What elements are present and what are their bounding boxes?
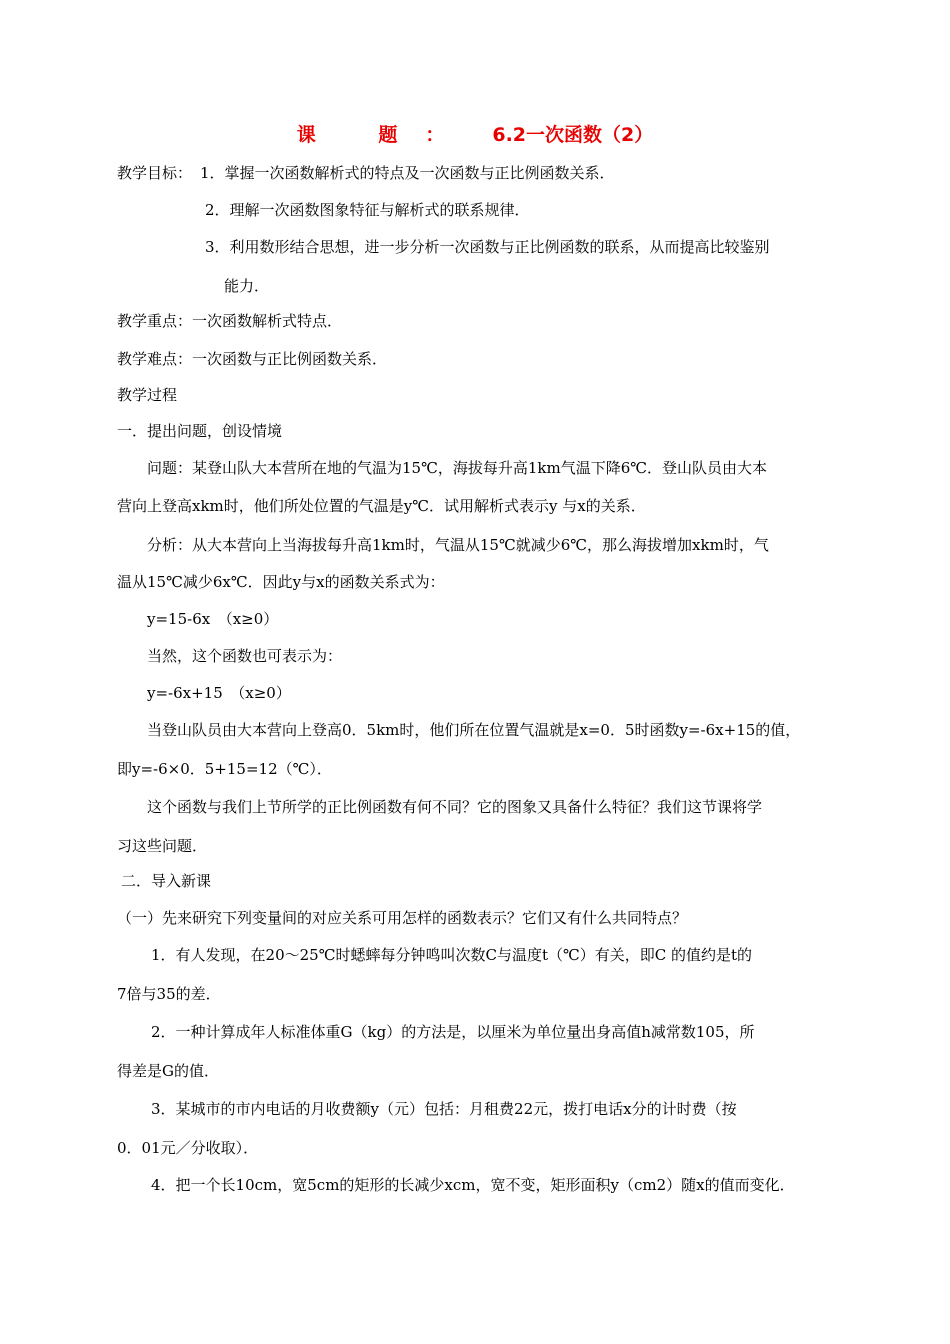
section2-line: 3．某城市的市内电话的月收费额y（元）包括：月租费22元，拨打电话x分的计时费（按 bbox=[151, 1100, 737, 1118]
title-text: 6.2一次函数（2） bbox=[492, 124, 654, 146]
objective-item-1: 1．掌握一次函数解析式的特点及一次函数与正比例函数关系． bbox=[200, 164, 615, 182]
section1-line: 当然，这个函数也可表示为： bbox=[147, 647, 343, 665]
lesson-title bbox=[0, 122, 950, 148]
section2-line: 得差是G的值． bbox=[117, 1062, 219, 1080]
objective-item-3-cont: 能力． bbox=[224, 277, 270, 295]
section2-intro: （一）先来研究下列变量间的对应关系可用怎样的函数表示？它们又有什么共同特点？ bbox=[117, 909, 688, 927]
objectives-heading: 教学目标： bbox=[117, 164, 193, 182]
formula-1: y=15-6x （x≥0） bbox=[147, 610, 279, 628]
formula-2: y=-6x+15 （x≥0） bbox=[147, 684, 291, 702]
section1-line: 分析：从大本营向上当海拔每升高1km时，气温从15℃就减少6℃，那么海拔增加xkm时，气 bbox=[147, 536, 769, 554]
section1-line: 习这些问题． bbox=[117, 837, 208, 855]
section2-line: 7倍与35的差． bbox=[117, 985, 221, 1003]
title-label: 课 题： bbox=[296, 124, 473, 146]
section2-line: 0．01元／分收取）． bbox=[117, 1139, 259, 1157]
process-heading: 教学过程 bbox=[117, 386, 178, 404]
section2-heading: 二．导入新课 bbox=[121, 872, 212, 890]
section2-line: 2．一种计算成年人标准体重G（kg）的方法是，以厘米为单位量出身高值h减常数105，所 bbox=[151, 1023, 755, 1041]
section1-line: 温从15℃减少6x℃．因此y与x的函数关系式为： bbox=[117, 573, 445, 591]
objective-item-2: 2．理解一次函数图象特征与解析式的联系规律． bbox=[205, 201, 530, 219]
section2-line: 1．有人发现，在20～25℃时蟋蟀每分钟鸣叫次数C与温度t（℃）有关，即C 的值约是t的 bbox=[151, 946, 753, 964]
section1-line: 问题：某登山队大本营所在地的气温为15℃，海拔每升高1km气温下降6℃．登山队员由大本 bbox=[147, 459, 768, 477]
objective-item-3: 3．利用数形结合思想，进一步分析一次函数与正比例函数的联系，从而提高比较鉴别 bbox=[205, 238, 770, 256]
difficulty: 教学难点：一次函数与正比例函数关系． bbox=[117, 350, 388, 368]
section1-line: 当登山队员由大本营向上登高0．5km时，他们所在位置气温就是x=0．5时函数y=-6x+15的值， bbox=[147, 721, 801, 739]
section1-line: 营向上登高xkm时，他们所处位置的气温是y℃．试用解析式表示y 与x的关系． bbox=[117, 497, 646, 515]
section1-line: 这个函数与我们上节所学的正比例函数有何不同？它的图象又具备什么特征？我们这节课将学 bbox=[147, 798, 763, 816]
section1-line: 即y=-6×0．5+15=12（℃）． bbox=[117, 760, 332, 778]
key-point: 教学重点：一次函数解析式特点． bbox=[117, 312, 343, 330]
section2-line: 4．把一个长10cm，宽5cm的矩形的长减少xcm，宽不变，矩形面积y（cm2）随x的值而变化． bbox=[151, 1176, 795, 1194]
section1-heading: 一．提出问题，创设情境 bbox=[117, 422, 283, 440]
